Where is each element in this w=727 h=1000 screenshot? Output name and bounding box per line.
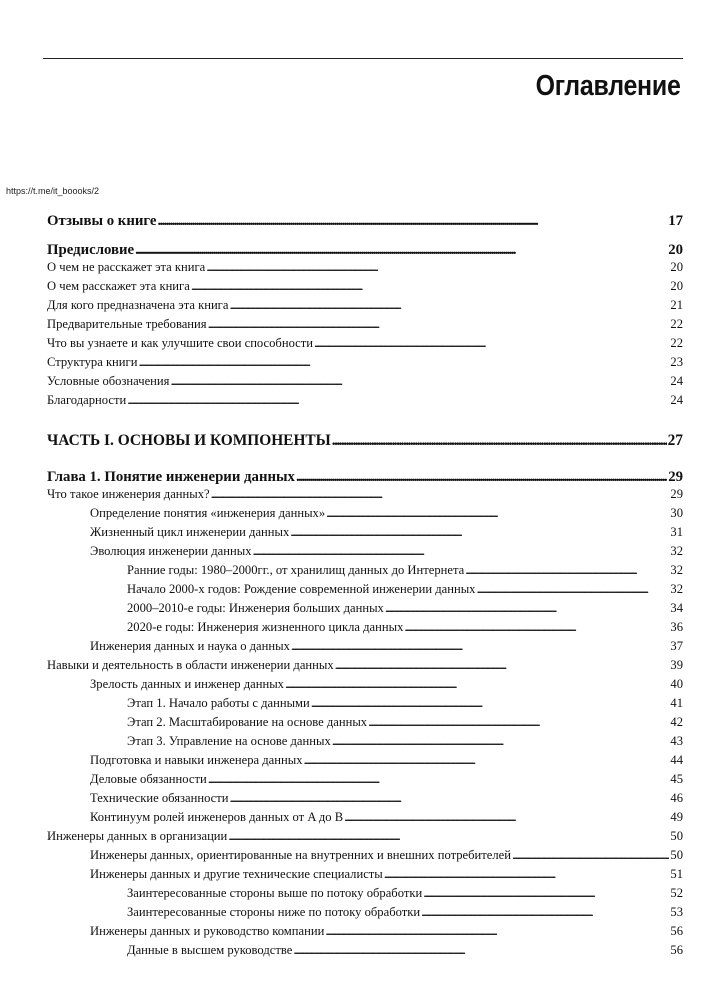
toc-entry[interactable] bbox=[127, 733, 683, 749]
toc-entry-title: Навыки и деятельность в области инженерии данных bbox=[47, 658, 334, 672]
toc-entry[interactable] bbox=[47, 373, 683, 389]
toc-entry[interactable] bbox=[127, 581, 683, 597]
toc-entry-page: 21 bbox=[670, 298, 683, 312]
toc-entry-title: Заинтересованные стороны выше по потоку обработки bbox=[127, 886, 423, 900]
toc-entry-page: 53 bbox=[670, 905, 683, 919]
page-title: Оглавление bbox=[536, 70, 681, 102]
toc-entry-title: Зрелость данных и инженер данных bbox=[90, 677, 284, 691]
toc-entry[interactable] bbox=[90, 809, 683, 825]
toc-leader-dots bbox=[476, 581, 669, 597]
toc-leader-dots bbox=[290, 524, 669, 540]
toc-entry-page: 29 bbox=[670, 487, 683, 501]
toc-entry-title: Начало 2000-х годов: Рождение современной инженерии данных bbox=[127, 582, 476, 596]
toc-entry[interactable] bbox=[127, 714, 683, 730]
toc-entry-title: О чем расскажет эта книга bbox=[47, 279, 190, 293]
toc-entry-title: Эволюция инженерии данных bbox=[90, 544, 252, 558]
toc-entry-title: Инженеры данных и другие технические специалисты bbox=[90, 867, 383, 881]
toc-entry[interactable] bbox=[47, 241, 683, 259]
toc-leader-dots bbox=[332, 733, 670, 749]
toc-entry[interactable] bbox=[47, 278, 683, 294]
toc-leader-dots bbox=[191, 278, 670, 294]
toc-entry-title: Благодарности bbox=[47, 393, 127, 407]
toc-entry[interactable] bbox=[90, 923, 683, 939]
toc-entry-page: 51 bbox=[670, 867, 683, 881]
toc-entry-page: 17 bbox=[668, 213, 683, 229]
toc-leader-dots bbox=[304, 752, 670, 768]
toc-leader-dots bbox=[404, 619, 669, 635]
toc-entry-page: 49 bbox=[670, 810, 683, 824]
toc-entry-page: 30 bbox=[670, 506, 683, 520]
toc-entry[interactable] bbox=[47, 657, 683, 673]
toc-entry-title: Этап 1. Начало работы с данными bbox=[127, 696, 310, 710]
toc-leader-dots bbox=[291, 638, 670, 654]
toc-entry-title: 2020-е годы: Инженерия жизненного цикла данных bbox=[127, 620, 404, 634]
toc-leader-dots bbox=[138, 354, 669, 370]
toc-entry[interactable] bbox=[90, 524, 683, 540]
toc-entry-title: Инженерия данных и наука о данных bbox=[90, 639, 290, 653]
toc-entry-title: Отзывы о книге bbox=[47, 213, 157, 229]
toc-leader-dots bbox=[135, 241, 667, 259]
toc-entry-page: 50 bbox=[670, 848, 683, 862]
toc-entry-title: Жизненный цикл инженерии данных bbox=[90, 525, 290, 539]
toc-entry-page: 42 bbox=[670, 715, 683, 729]
toc-entry-page: 56 bbox=[670, 924, 683, 938]
toc-entry-page: 40 bbox=[670, 677, 683, 691]
toc-leader-dots bbox=[325, 923, 669, 939]
toc-leader-dots bbox=[384, 866, 670, 882]
toc-entry[interactable] bbox=[90, 771, 683, 787]
toc-entry[interactable] bbox=[90, 543, 683, 559]
toc-entry-page: 20 bbox=[670, 279, 683, 293]
toc-entry[interactable] bbox=[127, 600, 683, 616]
toc-entry-page: 37 bbox=[670, 639, 683, 653]
toc-leader-dots bbox=[208, 771, 670, 787]
toc-leader-dots bbox=[293, 942, 669, 958]
toc-leader-dots bbox=[311, 695, 670, 711]
toc-entry-page: 46 bbox=[670, 791, 683, 805]
toc-entry-page: 52 bbox=[670, 886, 683, 900]
toc-entry-page: 43 bbox=[670, 734, 683, 748]
toc-entry-title: Технические обязанности bbox=[90, 791, 229, 805]
toc-leader-dots bbox=[285, 676, 669, 692]
toc-leader-dots bbox=[344, 809, 669, 825]
toc-entry-page: 22 bbox=[670, 336, 683, 350]
toc-leader-dots bbox=[385, 600, 670, 616]
toc-leader-dots bbox=[157, 212, 667, 230]
toc-entry-page: 32 bbox=[670, 563, 683, 577]
toc-entry-page: 41 bbox=[670, 696, 683, 710]
toc-entry-title: Подготовка и навыки инженера данных bbox=[90, 753, 303, 767]
toc-entry-page: 32 bbox=[670, 582, 683, 596]
toc-leader-dots bbox=[229, 297, 669, 313]
toc-entry-title: Инженеры данных, ориентированные на внутренних и внешних потребителей bbox=[90, 848, 511, 862]
toc-entry-title: Определение понятия «инженерия данных» bbox=[90, 506, 326, 520]
toc-entry[interactable] bbox=[127, 619, 683, 635]
toc-leader-dots bbox=[206, 259, 669, 275]
toc-leader-dots bbox=[332, 431, 667, 450]
toc-leader-dots bbox=[368, 714, 669, 730]
toc-entry-title: Инженеры данных и руководство компании bbox=[90, 924, 325, 938]
toc-entry-page: 34 bbox=[670, 601, 683, 615]
toc-entry-title: Предисловие bbox=[47, 242, 135, 258]
toc-entry-title: Что вы узнаете и как улучшите свои способности bbox=[47, 336, 314, 350]
toc-leader-dots bbox=[326, 505, 669, 521]
toc-entry-title: Данные в высшем руководстве bbox=[127, 943, 293, 957]
toc-entry-page: 20 bbox=[670, 260, 683, 274]
toc-entry-title: Что такое инженерия данных? bbox=[47, 487, 210, 501]
toc-leader-dots bbox=[228, 828, 669, 844]
toc-leader-dots bbox=[314, 335, 669, 351]
toc-entry[interactable] bbox=[47, 354, 683, 370]
toc-entry-page: 31 bbox=[670, 525, 683, 539]
toc-leader-dots bbox=[127, 392, 669, 408]
toc-leader-dots bbox=[170, 373, 669, 389]
toc-leader-dots bbox=[230, 790, 670, 806]
toc-entry-title: Деловые обязанности bbox=[90, 772, 207, 786]
toc-entry-page: 32 bbox=[670, 544, 683, 558]
toc-entry-title: Условные обозначения bbox=[47, 374, 170, 388]
toc-leader-dots bbox=[253, 543, 670, 559]
toc-entry-title: Предварительные требования bbox=[47, 317, 207, 331]
toc-entry[interactable] bbox=[47, 431, 683, 450]
toc-entry-page: 50 bbox=[670, 829, 683, 843]
toc-leader-dots bbox=[208, 316, 670, 332]
toc-entry[interactable] bbox=[127, 885, 683, 901]
toc-entry-page: 20 bbox=[668, 242, 683, 258]
toc-entry[interactable] bbox=[47, 486, 683, 502]
toc-entry[interactable] bbox=[127, 562, 683, 578]
toc-entry[interactable] bbox=[90, 790, 683, 806]
toc-entry-page: 22 bbox=[670, 317, 683, 331]
toc-entry[interactable] bbox=[127, 695, 683, 711]
toc-entry-page: 45 bbox=[670, 772, 683, 786]
toc-entry-page: 23 bbox=[670, 355, 683, 369]
toc-leader-dots bbox=[423, 885, 669, 901]
toc-entry-title: Заинтересованные стороны ниже по потоку обработки bbox=[127, 905, 421, 919]
source-link[interactable]: https://t.me/it_boooks/2 bbox=[6, 186, 100, 196]
header-rule bbox=[43, 58, 683, 59]
toc-entry-page: 27 bbox=[667, 432, 683, 449]
toc-entry[interactable] bbox=[47, 316, 683, 332]
toc-entry[interactable] bbox=[90, 676, 683, 692]
toc-leader-dots bbox=[465, 562, 669, 578]
toc-entry[interactable] bbox=[47, 828, 683, 844]
toc-leader-dots bbox=[421, 904, 669, 920]
toc-entry-page: 24 bbox=[670, 374, 683, 388]
toc-entry[interactable] bbox=[90, 638, 683, 654]
toc-entry-page: 56 bbox=[670, 943, 683, 957]
toc-entry-title: О чем не расскажет эта книга bbox=[47, 260, 206, 274]
toc-entry[interactable] bbox=[127, 942, 683, 958]
toc-entry[interactable] bbox=[127, 904, 683, 920]
toc-entry[interactable] bbox=[90, 505, 683, 521]
toc-entry-title: Глава 1. Понятие инженерии данных bbox=[47, 469, 295, 485]
toc-entry[interactable] bbox=[47, 212, 683, 230]
toc-entry[interactable] bbox=[47, 392, 683, 408]
toc-entry-title: Континуум ролей инженеров данных от A до B bbox=[90, 810, 344, 824]
toc-entry[interactable] bbox=[90, 847, 683, 863]
toc-leader-dots bbox=[211, 486, 670, 502]
toc-leader-dots bbox=[335, 657, 670, 673]
toc-entry-title: Для кого предназначена эта книга bbox=[47, 298, 229, 312]
toc-entry-page: 39 bbox=[670, 658, 683, 672]
toc-entry[interactable] bbox=[47, 468, 683, 486]
toc-entry-page: 29 bbox=[668, 469, 683, 485]
toc-entry-page: 36 bbox=[670, 620, 683, 634]
toc-entry-title: Этап 2. Масштабирование на основе данных bbox=[127, 715, 368, 729]
toc-entry-title: ЧАСТЬ I. ОСНОВЫ И КОМПОНЕНТЫ bbox=[47, 432, 331, 449]
toc-entry-page: 44 bbox=[670, 753, 683, 767]
toc-leader-dots bbox=[512, 847, 669, 863]
toc-entry-title: 2000–2010-е годы: Инженерия больших данных bbox=[127, 601, 384, 615]
toc-entry[interactable] bbox=[47, 297, 683, 313]
toc-entry[interactable] bbox=[90, 752, 683, 768]
toc-entry[interactable] bbox=[90, 866, 683, 882]
toc-entry-page: 24 bbox=[670, 393, 683, 407]
toc-entry[interactable] bbox=[47, 335, 683, 351]
toc-entry[interactable] bbox=[47, 259, 683, 275]
toc-entry-title: Этап 3. Управление на основе данных bbox=[127, 734, 331, 748]
toc-entry-title: Структура книги bbox=[47, 355, 138, 369]
toc-entry-title: Инженеры данных в организации bbox=[47, 829, 228, 843]
toc-leader-dots bbox=[296, 468, 667, 486]
toc-entry-title: Ранние годы: 1980–2000гг., от хранилищ данных до Интернета bbox=[127, 563, 465, 577]
